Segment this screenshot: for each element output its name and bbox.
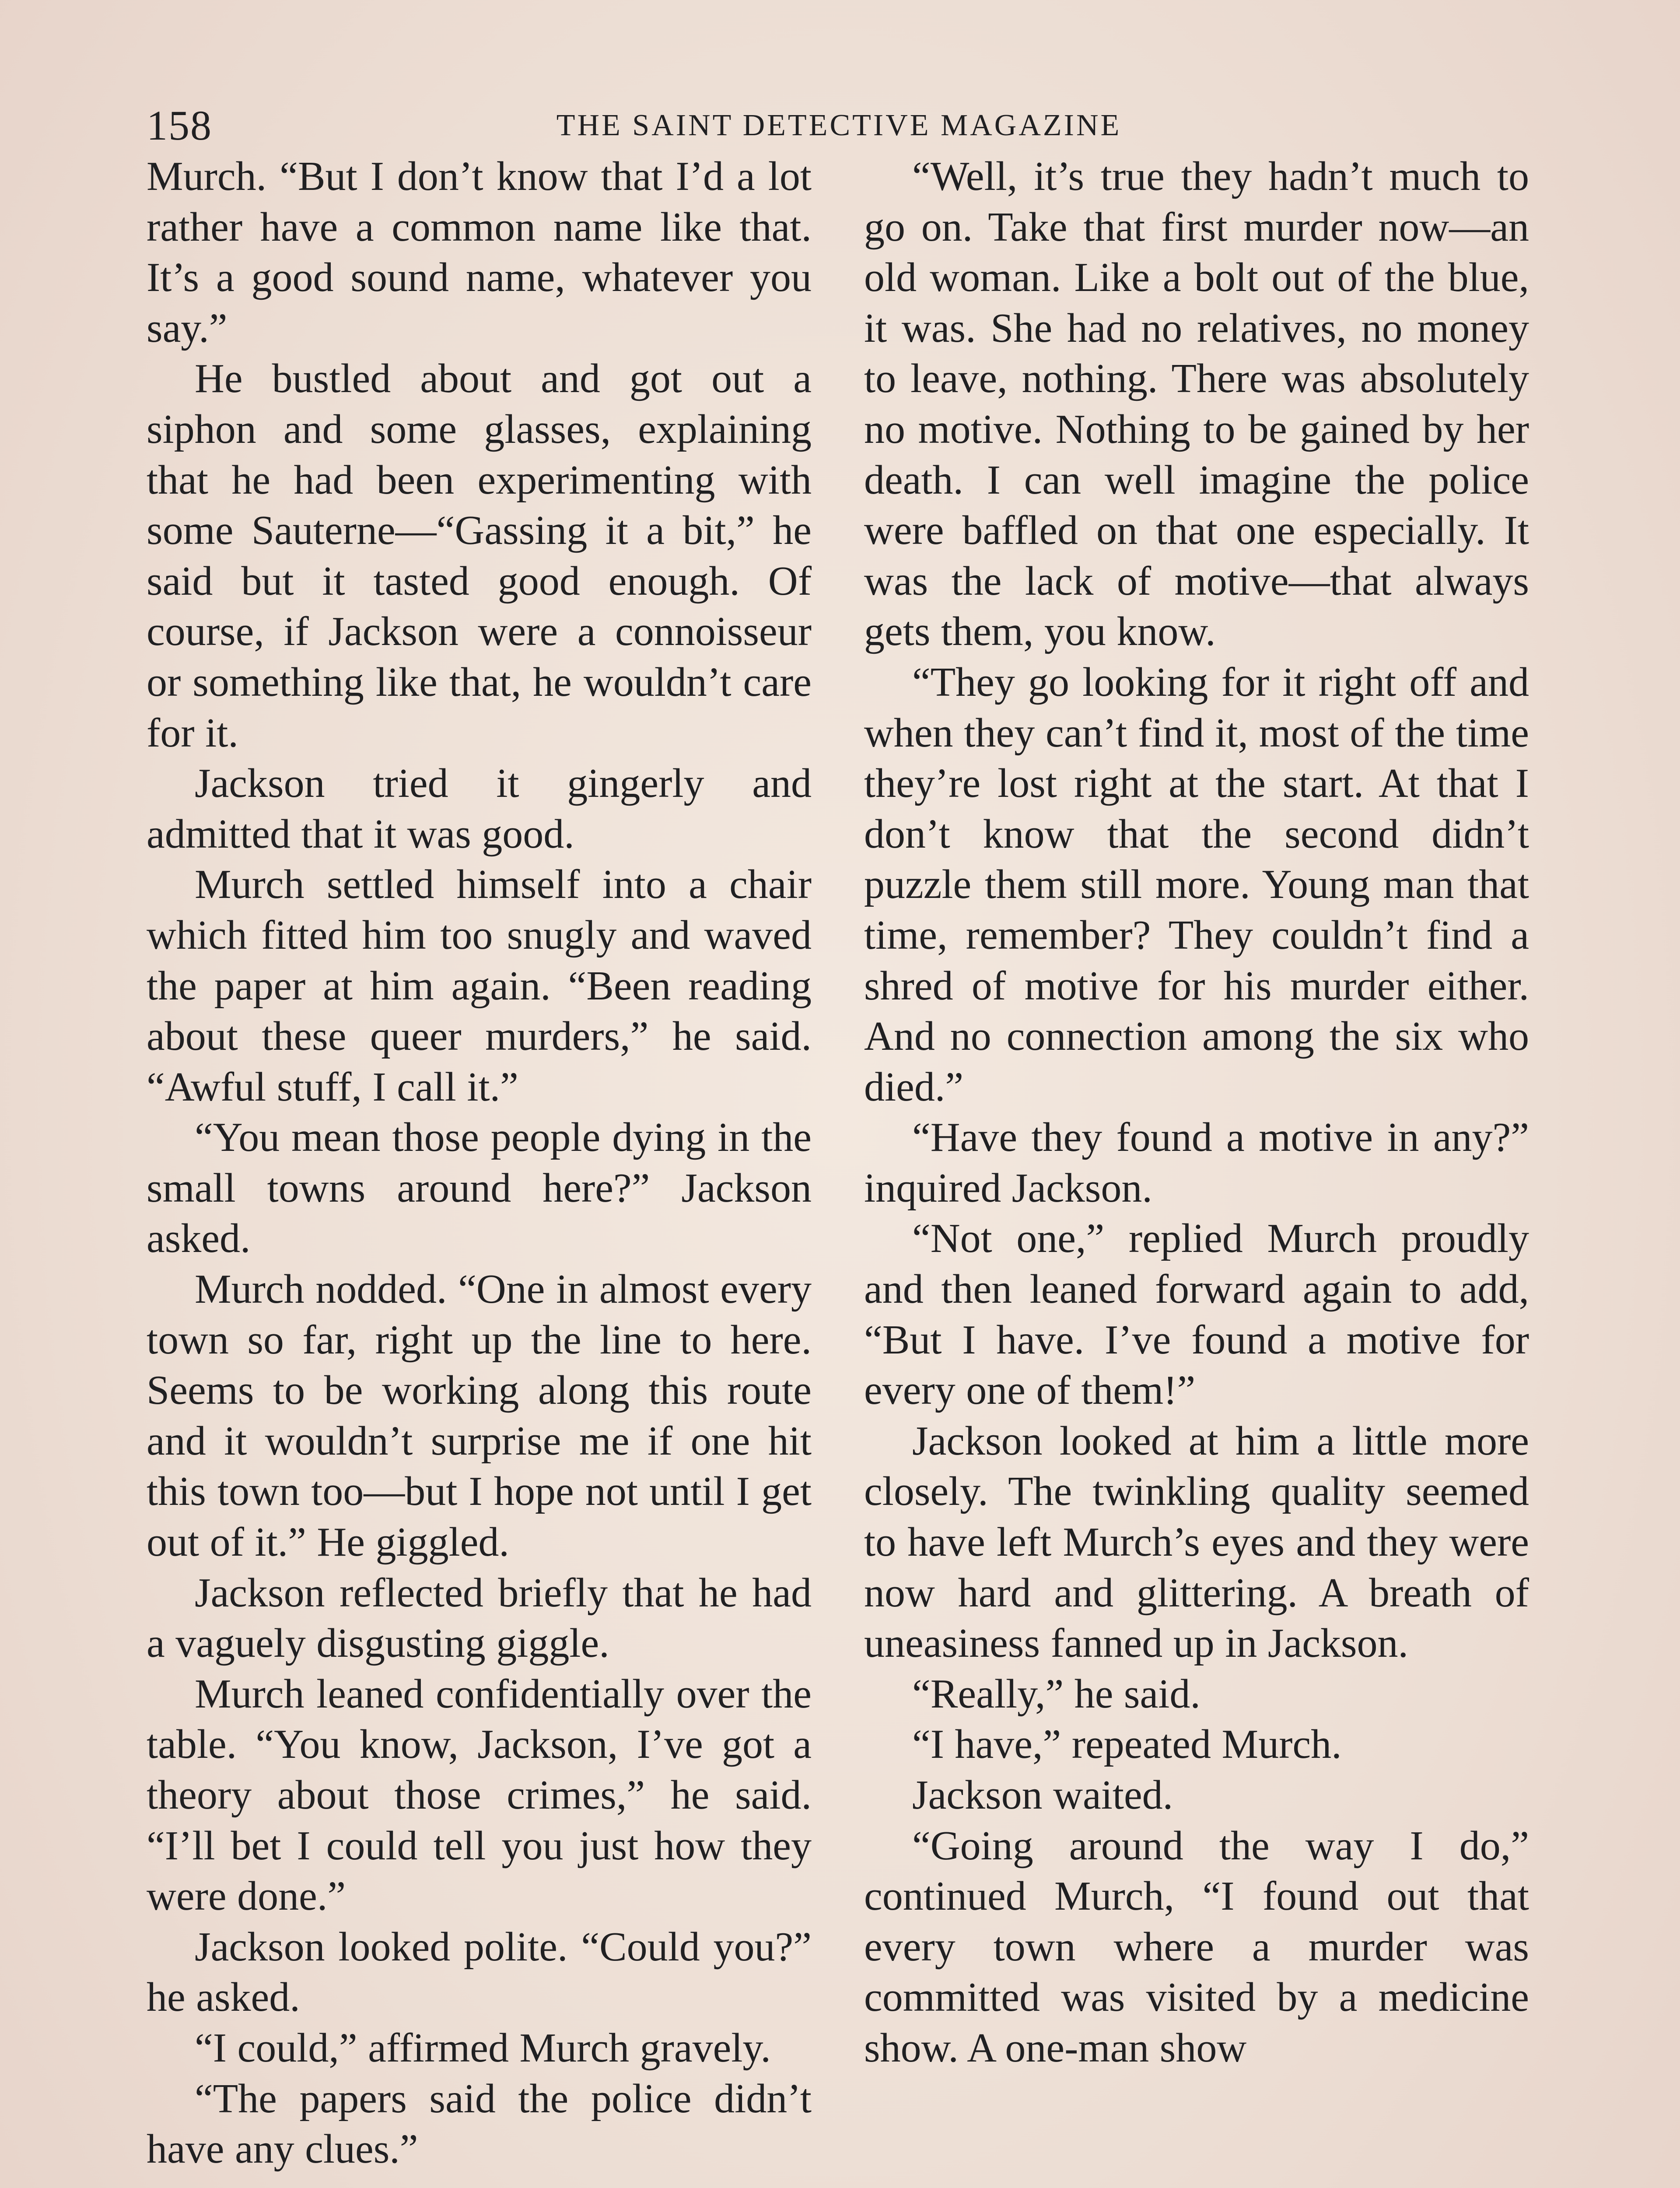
paragraph: Murch nodded. “One in almost every town so far, right up the line to here. Seems to be working along this route and it wouldn’t surprise me if one hit this town too—but I hope not until I get out of it.” He giggled. <box>147 1266 812 1565</box>
paragraph: Jackson reflected briefly that he had a vaguely disgusting giggle. <box>147 1570 812 1666</box>
paragraph: “Well, it’s true they hadn’t much to go on. Take that first murder now—an old woman. Like a bolt out of the blue, it was. She had no relatives, no money to leave, nothing. There was absolutely no motive. Nothing to be gained by her death. I can well imagine the police were baffled on that one especially. It was the lack of motive—that always gets them, you know. <box>864 154 1529 655</box>
paragraph: “Have they found a motive in any?” inquired Jackson. <box>864 1115 1529 1211</box>
paragraph: Murch settled himself into a chair which fitted him too snugly and waved the paper at him again. “Been reading about these queer murders,” he said. “Awful stuff, I call it.” <box>147 862 812 1110</box>
paragraph: Murch leaned confidentially over the table. “You know, Jackson, I’ve got a theory about those crimes,” he said. “I’ll bet I could tell you just how they were done.” <box>147 1671 812 1919</box>
left-column <box>147 151 812 2175</box>
paragraph: “They go looking for it right off and when they can’t find it, most of the time they’re lost right at the start. At that I don’t know that the second didn’t puzzle them still more. Young man that time, remember? They couldn’t find a shred of motive for his murder either. And no connection among the six who died.” <box>864 659 1529 1110</box>
paragraph: “I could,” affirmed Murch gravely. <box>195 2025 771 2071</box>
paragraph: He bustled about and got out a siphon and some glasses, explaining that he had been experimenting with some Sauterne—“Gassing it a bit,” he said but it tasted good enough. Of course, if Jackson were a connoisseur or something like that, he wouldn’t care for it. <box>147 356 812 756</box>
paragraph: Jackson waited. <box>912 1772 1173 1818</box>
paragraph: “You mean those people dying in the small towns around here?” Jackson asked. <box>147 1115 812 1262</box>
paragraph: Jackson tried it gingerly and admitted that it was good. <box>147 761 812 857</box>
right-column <box>864 151 1529 2074</box>
paragraph: “I have,” repeated Murch. <box>912 1722 1342 1767</box>
paragraph: “Going around the way I do,” continued Murch, “I found out that every town where a murder was committed was visited by a medicine show. A one-man show <box>864 1823 1529 2071</box>
paragraph: Jackson looked at him a little more closely. The twinkling quality seemed to have left Murch’s eyes and they were now hard and glittering. A breath of uneasiness fanned up in Jackson. <box>864 1418 1529 1666</box>
paragraph: Jackson looked polite. “Could you?” he asked. <box>147 1924 812 2020</box>
page-header <box>147 102 1531 150</box>
paragraph: Murch. “But I don’t know that I’d a lot rather have a common name like that. It’s a good sound name, whatever you say.” <box>147 154 812 351</box>
page-number: 158 <box>147 102 212 149</box>
paragraph: “The papers said the police didn’t have any clues.” <box>147 2076 812 2172</box>
paragraph: “Really,” he said. <box>912 1671 1200 1717</box>
paragraph: “Not one,” replied Murch proudly and then leaned forward again to add, “But I have. I’ve found a motive for every one of them!” <box>864 1216 1529 1413</box>
running-title: THE SAINT DETECTIVE MAGAZINE <box>556 109 1122 142</box>
